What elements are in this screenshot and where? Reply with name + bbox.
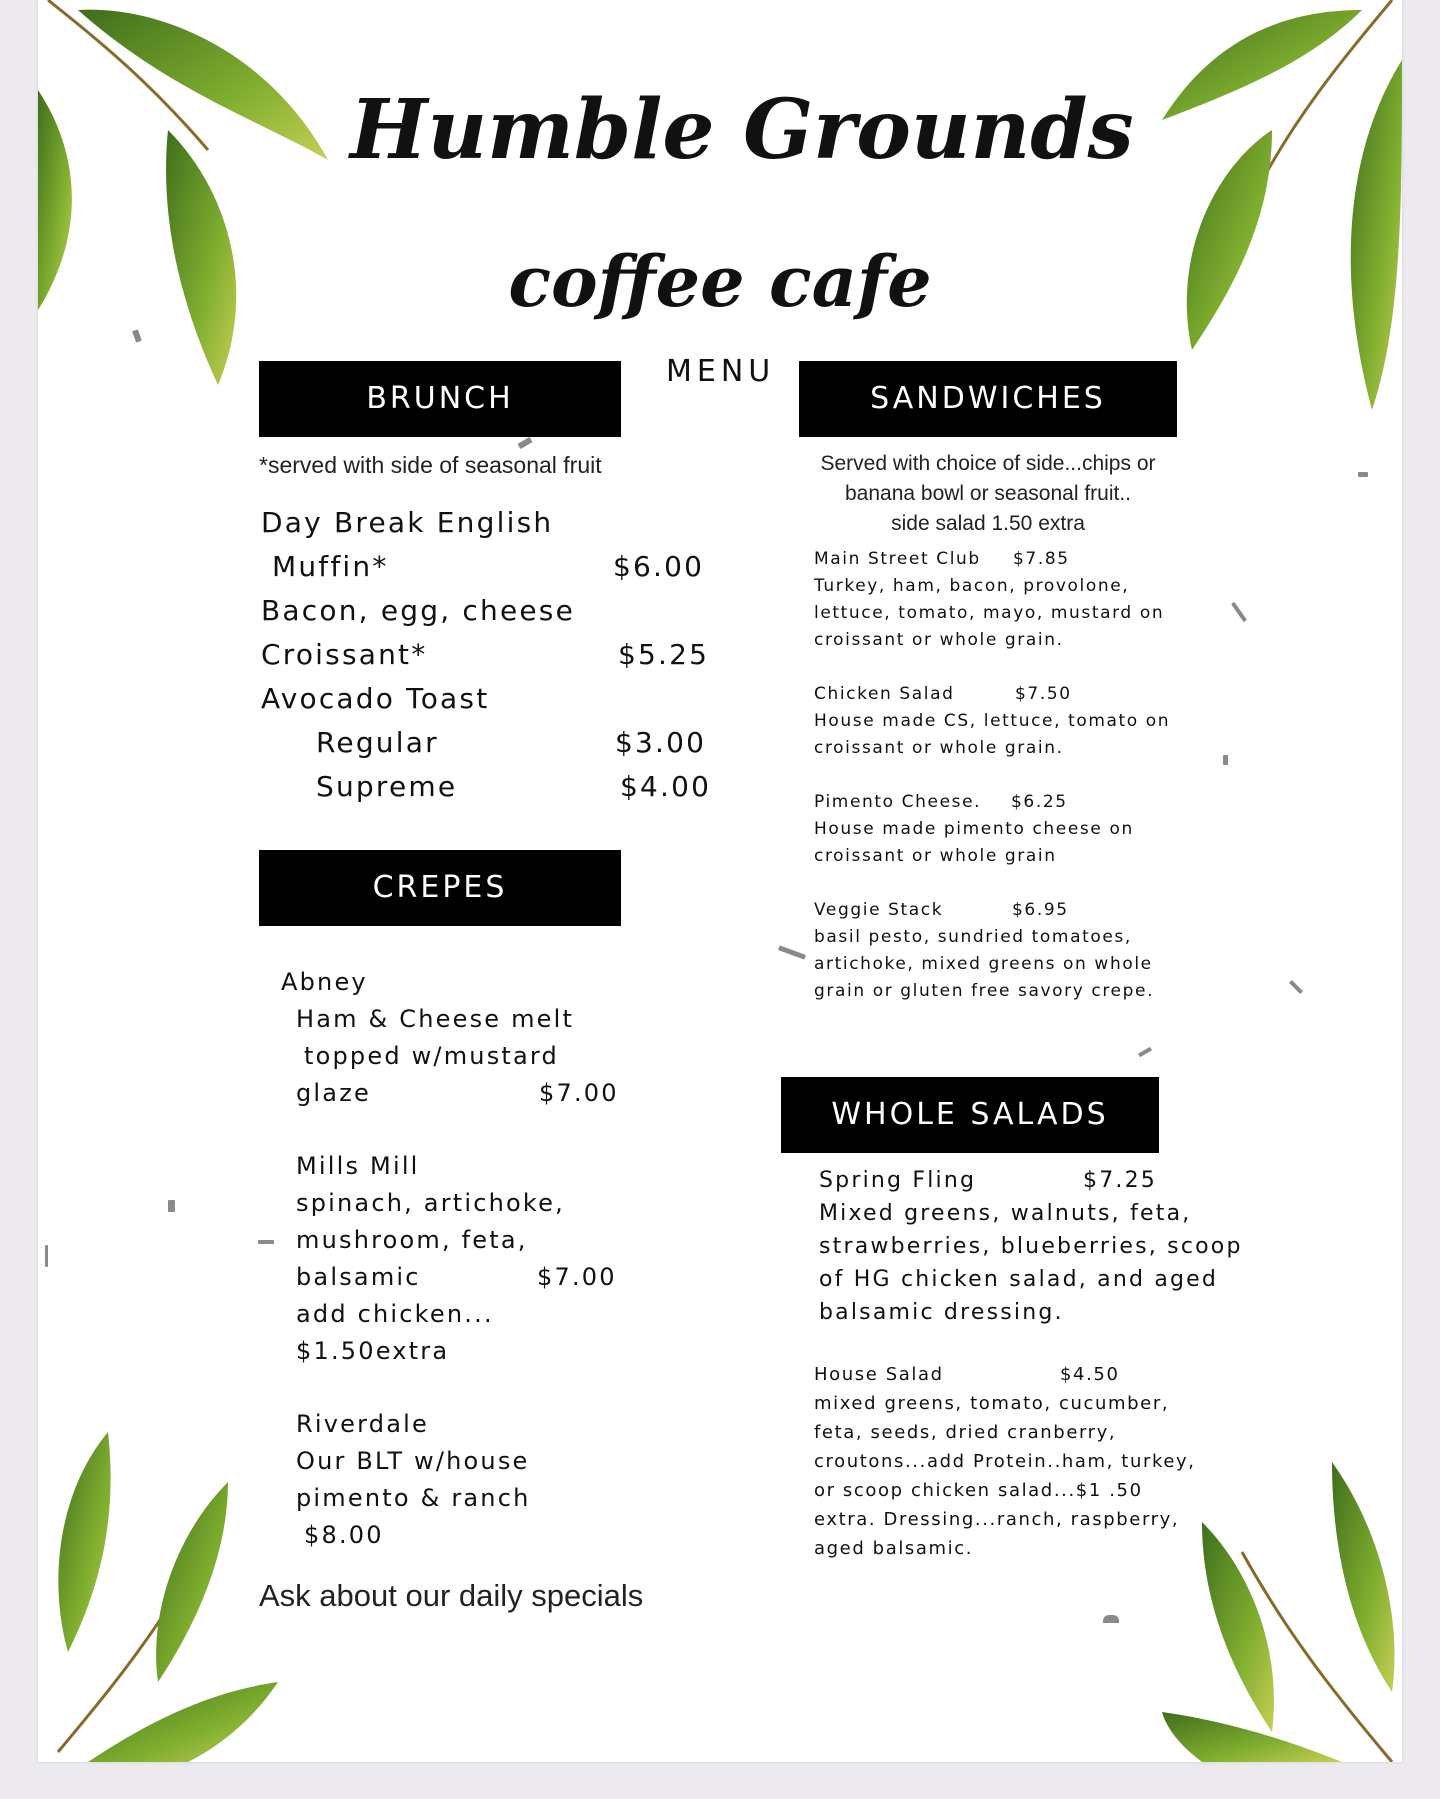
crepe-description: pimento & ranch — [296, 1484, 531, 1512]
leaf-branch-top-left — [38, 0, 358, 420]
brunch-item-price: $4.00 — [620, 770, 712, 803]
brunch-item-option: Regular — [316, 726, 439, 759]
crepe-name: Riverdale — [296, 1410, 429, 1438]
sandwich-description: Turkey, ham, bacon, provolone, — [814, 576, 1130, 596]
speck — [778, 945, 806, 959]
sandwich-name: Veggie Stack — [814, 900, 944, 920]
brunch-item-price: $6.00 — [613, 550, 705, 583]
sandwich-description: grain or gluten free savory crepe. — [814, 981, 1155, 1001]
speck — [258, 1240, 274, 1244]
sandwiches-note: Served with choice of side...chips or — [820, 452, 1156, 475]
brunch-item-name: Muffin* — [272, 550, 389, 583]
salad-description: of HG chicken salad, and aged — [819, 1267, 1219, 1292]
sandwich-name: Pimento Cheese. — [814, 792, 982, 812]
crepe-price: $8.00 — [304, 1521, 384, 1549]
crepe-description: $1.50extra — [296, 1337, 450, 1365]
sandwich-description: croissant or whole grain — [814, 846, 1057, 866]
sandwich-description: House made CS, lettuce, tomato on — [814, 711, 1171, 731]
sandwiches-header: SANDWICHES — [799, 361, 1177, 437]
crepe-description: Our BLT w/house — [296, 1447, 530, 1475]
salad-description: Mixed greens, walnuts, feta, — [819, 1201, 1192, 1226]
sandwich-price: $6.95 — [1012, 900, 1069, 920]
crepe-description: glaze — [296, 1079, 371, 1107]
speck — [517, 437, 532, 449]
crepe-description: mushroom, feta, — [296, 1226, 528, 1254]
sandwiches-note: banana bowl or seasonal fruit.. — [844, 482, 1131, 505]
crepe-description: topped w/mustard — [304, 1042, 559, 1070]
cafe-name-title: Humble Grounds — [350, 82, 1134, 178]
speck — [1231, 602, 1247, 622]
crepes-header: CREPES — [259, 850, 621, 926]
sandwich-description: House made pimento cheese on — [814, 819, 1134, 839]
sandwich-description: basil pesto, sundried tomatoes, — [814, 927, 1132, 947]
menu-page — [38, 0, 1402, 1762]
sandwich-price: $6.25 — [1011, 792, 1068, 812]
speck — [168, 1200, 175, 1212]
salad-description: extra. Dressing...ranch, raspberry, — [814, 1509, 1180, 1530]
speck — [1138, 1047, 1152, 1057]
salad-description: feta, seeds, dried cranberry, — [814, 1422, 1117, 1443]
salad-description: aged balsamic. — [814, 1538, 974, 1559]
brunch-item-price: $3.00 — [615, 726, 707, 759]
sandwich-name: Chicken Salad — [814, 684, 955, 704]
sandwich-name: Main Street Club — [814, 549, 981, 569]
sandwich-description: croissant or whole grain. — [814, 738, 1064, 758]
salad-description: or scoop chicken salad...$1 .50 — [814, 1480, 1143, 1501]
brunch-note: *served with side of seasonal fruit — [259, 452, 602, 478]
salad-description: croutons...add Protein..ham, turkey, — [814, 1451, 1196, 1472]
sandwich-price: $7.85 — [1013, 549, 1070, 569]
menu-label: MENU — [666, 354, 776, 389]
crepe-description: add chicken... — [296, 1300, 494, 1328]
crepe-price: $7.00 — [537, 1263, 617, 1291]
speck — [1103, 1615, 1119, 1623]
salad-price: $4.50 — [1060, 1364, 1120, 1385]
salad-description: mixed greens, tomato, cucumber, — [814, 1393, 1170, 1414]
speck — [1223, 755, 1228, 765]
sandwich-description: artichoke, mixed greens on whole — [814, 954, 1153, 974]
leaf-branch-bottom-right — [1142, 1462, 1402, 1762]
sandwich-description: lettuce, tomato, mayo, mustard on — [814, 603, 1165, 623]
crepe-name: Abney — [281, 968, 368, 996]
brunch-item-option: Supreme — [316, 770, 458, 803]
salad-name: House Salad — [814, 1364, 944, 1385]
brunch-item-price: $5.25 — [618, 638, 710, 671]
salad-description: strawberries, blueberries, scoop — [819, 1234, 1243, 1259]
brunch-item-name: Croissant* — [261, 638, 428, 671]
salad-name: Spring Fling — [819, 1168, 977, 1193]
crepe-description: balsamic — [296, 1263, 421, 1291]
whole-salads-header: WHOLE SALADS — [781, 1077, 1159, 1153]
daily-specials-note: Ask about our daily specials — [259, 1578, 644, 1613]
sandwich-description: croissant or whole grain. — [814, 630, 1064, 650]
salad-description: balsamic dressing. — [819, 1300, 1064, 1325]
salad-price: $7.25 — [1083, 1168, 1157, 1193]
crepe-name: Mills Mill — [296, 1152, 420, 1180]
brunch-header: BRUNCH — [259, 361, 621, 437]
brunch-item-name: Avocado Toast — [261, 682, 490, 715]
crepe-description: spinach, artichoke, — [296, 1189, 565, 1217]
brunch-item-name: Bacon, egg, cheese — [261, 594, 576, 627]
speck — [1358, 472, 1368, 477]
sandwiches-note: side salad 1.50 extra — [891, 512, 1085, 535]
speck — [45, 1245, 48, 1267]
speck — [1289, 980, 1303, 994]
sandwich-price: $7.50 — [1015, 684, 1072, 704]
crepe-price: $7.00 — [539, 1079, 619, 1107]
crepe-description: Ham & Cheese melt — [296, 1005, 575, 1033]
cafe-subtitle: coffee cafe — [508, 240, 932, 323]
brunch-item-name: Day Break English — [261, 506, 554, 539]
